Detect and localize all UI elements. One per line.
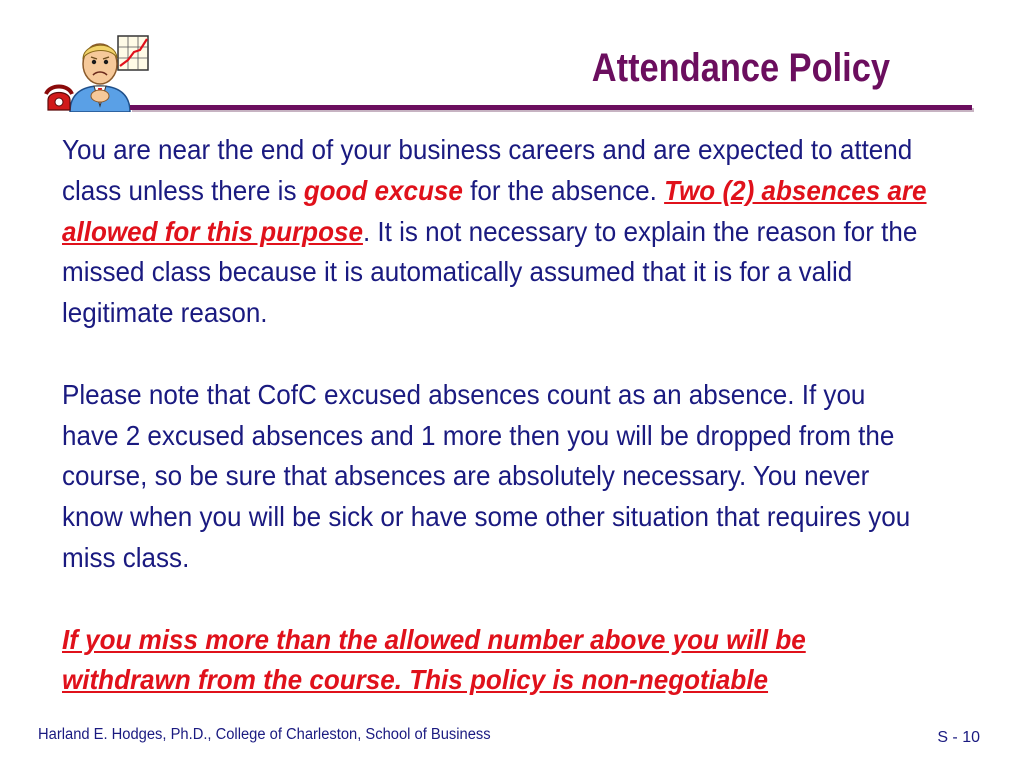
footer-author: Harland E. Hodges, Ph.D., College of Charleston, School of Business <box>38 726 491 743</box>
paragraph-1-text-a: You are near the end of your business careers and are expected to attend class unless there is <box>62 134 913 206</box>
paragraph-1-text-c: . It is not necessary to explain the reason for the missed class because it is automatically assumed that it is for a valid legitimate reason. <box>62 215 918 329</box>
title-divider <box>130 105 972 110</box>
two-absences-emphasis: Two (2) absences are allowed for this purpose <box>62 174 927 247</box>
slide-body <box>62 130 927 701</box>
withdrawal-warning: If you miss more than the allowed number above you will be withdrawn from the course. This policy is non-negotiable <box>62 623 806 696</box>
policy-paragraph-1 <box>62 130 927 334</box>
policy-paragraph-2: Please note that CofC excused absences count as an absence. If you have 2 excused absences and 1 more then you will be dropped from the course, so be sure that absences are absolutely necessary. You never know when you will be sick or have some other situation that requires you miss class. <box>62 378 911 573</box>
businessman-with-growth-chart-icon <box>44 26 156 112</box>
good-excuse-emphasis: good excuse <box>303 174 463 206</box>
paragraph-1-text-b: for the absence. <box>462 174 665 206</box>
page-title: Attendance Policy <box>591 46 890 90</box>
slide-number: S - 10 <box>937 729 980 746</box>
